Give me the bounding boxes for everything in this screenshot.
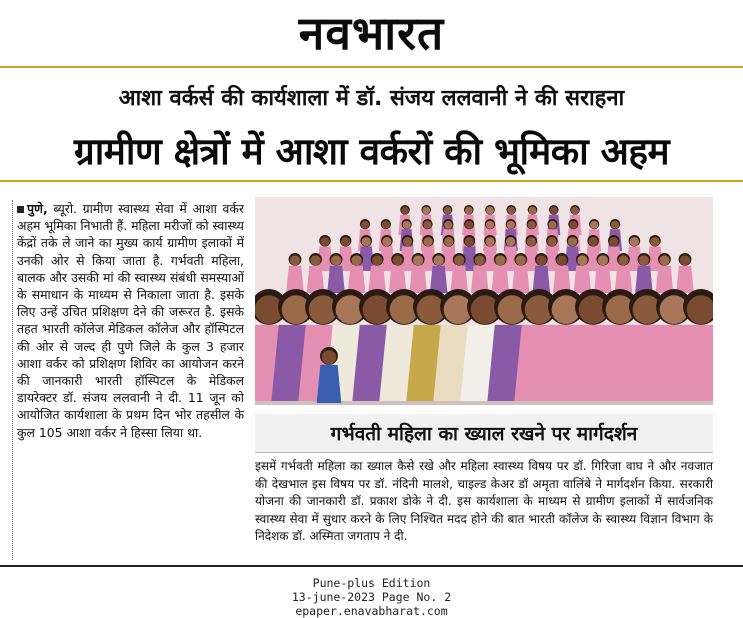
date-page-label: 13-june-2023 Page No. 2 bbox=[291, 590, 452, 604]
footer-rule bbox=[0, 565, 743, 567]
photo-caption-text: इसमें गर्भवती महिला का ख्याल कैसे रखे और महिला स्वास्थ्य विषय पर डॉ. गिरिजा वाघ ने और नवजात की देखभाल इस विषय पर डॉ. नंदिनी मालशे, चाइल्ड केअर डॉ अमृता वालिंबे ने मार्गदर्शन किया. सरकारी योजना की जानकारी डॉ. प्रकाश डोके ने दी. इस कार्यशाला के माध्यम से ग्रामीण इलाकों में सार्वजनिक स्वास्थ्य सेवा में सुधार करने के लिए निश्चित मदद होने की बात भारती कॉलेज के स्वास्थ्य विज्ञान विभाग के निदेशक डॉ. अस्मिता जगताप ने दी. bbox=[255, 459, 713, 543]
group-photo-illustration bbox=[255, 197, 713, 405]
article-body bbox=[12, 200, 244, 560]
headline-rule bbox=[0, 180, 743, 182]
newspaper-logo: नवभारत bbox=[298, 6, 445, 60]
article-headline: ग्रामीण क्षेत्रों में आशा वर्करों की भूमिका अहम bbox=[73, 130, 670, 173]
bullet-icon bbox=[17, 206, 24, 213]
masthead-rule bbox=[0, 66, 743, 68]
footer bbox=[0, 576, 743, 618]
dateline-city: पुणे, bbox=[27, 201, 48, 216]
group-photo bbox=[255, 197, 713, 405]
edition-label: Pune-plus Edition bbox=[312, 576, 431, 590]
article-kicker: आशा वर्कर्स की कार्यशाला में डॉ. संजय ललवानी ने की सराहना bbox=[118, 86, 625, 111]
epaper-site: epaper.enavabharat.com bbox=[295, 604, 448, 618]
masthead bbox=[0, 0, 743, 64]
article-body-text: ब्यूरो. ग्रामीण स्वास्थ्य सेवा में आशा वर्कर अहम भूमिका निभाती हैं. महिला मरीजों को स्वास्थ्य केंद्रों तके ले जाने का मुख्य कार्य ग्रामीण इलाकों में उनकी ओर से किया जाता है. गर्भवती महिला, बालक और उसकी मां की स्वास्थ्य संबंधी समस्याओं के समाधान के माध्यम से निकाला जाता है. इसके लिए उन्हें उचित प्रशिक्षण देने की जरूरत है. इसके तहत भारती कॉलेज मेडिकल कॉलेज और हॉस्पिटल की ओर से जल्द ही पुणे जिले के कुल 3 हजार आशा वर्कर को प्रशिक्षण शिविर का आयोजन करने की जानकारी भारती हॉस्पिटल के मेडिकल डायरेक्टर डॉ. संजय ललवानी ने दी. 11 जून को आयोजित कार्यशाला के प्रथम दिन भोर तहसील के कुल 105 आशा वर्कर ने हिस्सा लिया था. bbox=[17, 201, 244, 440]
article-subhead: गर्भवती महिला का ख्याल रखने पर मार्गदर्शन bbox=[255, 414, 713, 453]
